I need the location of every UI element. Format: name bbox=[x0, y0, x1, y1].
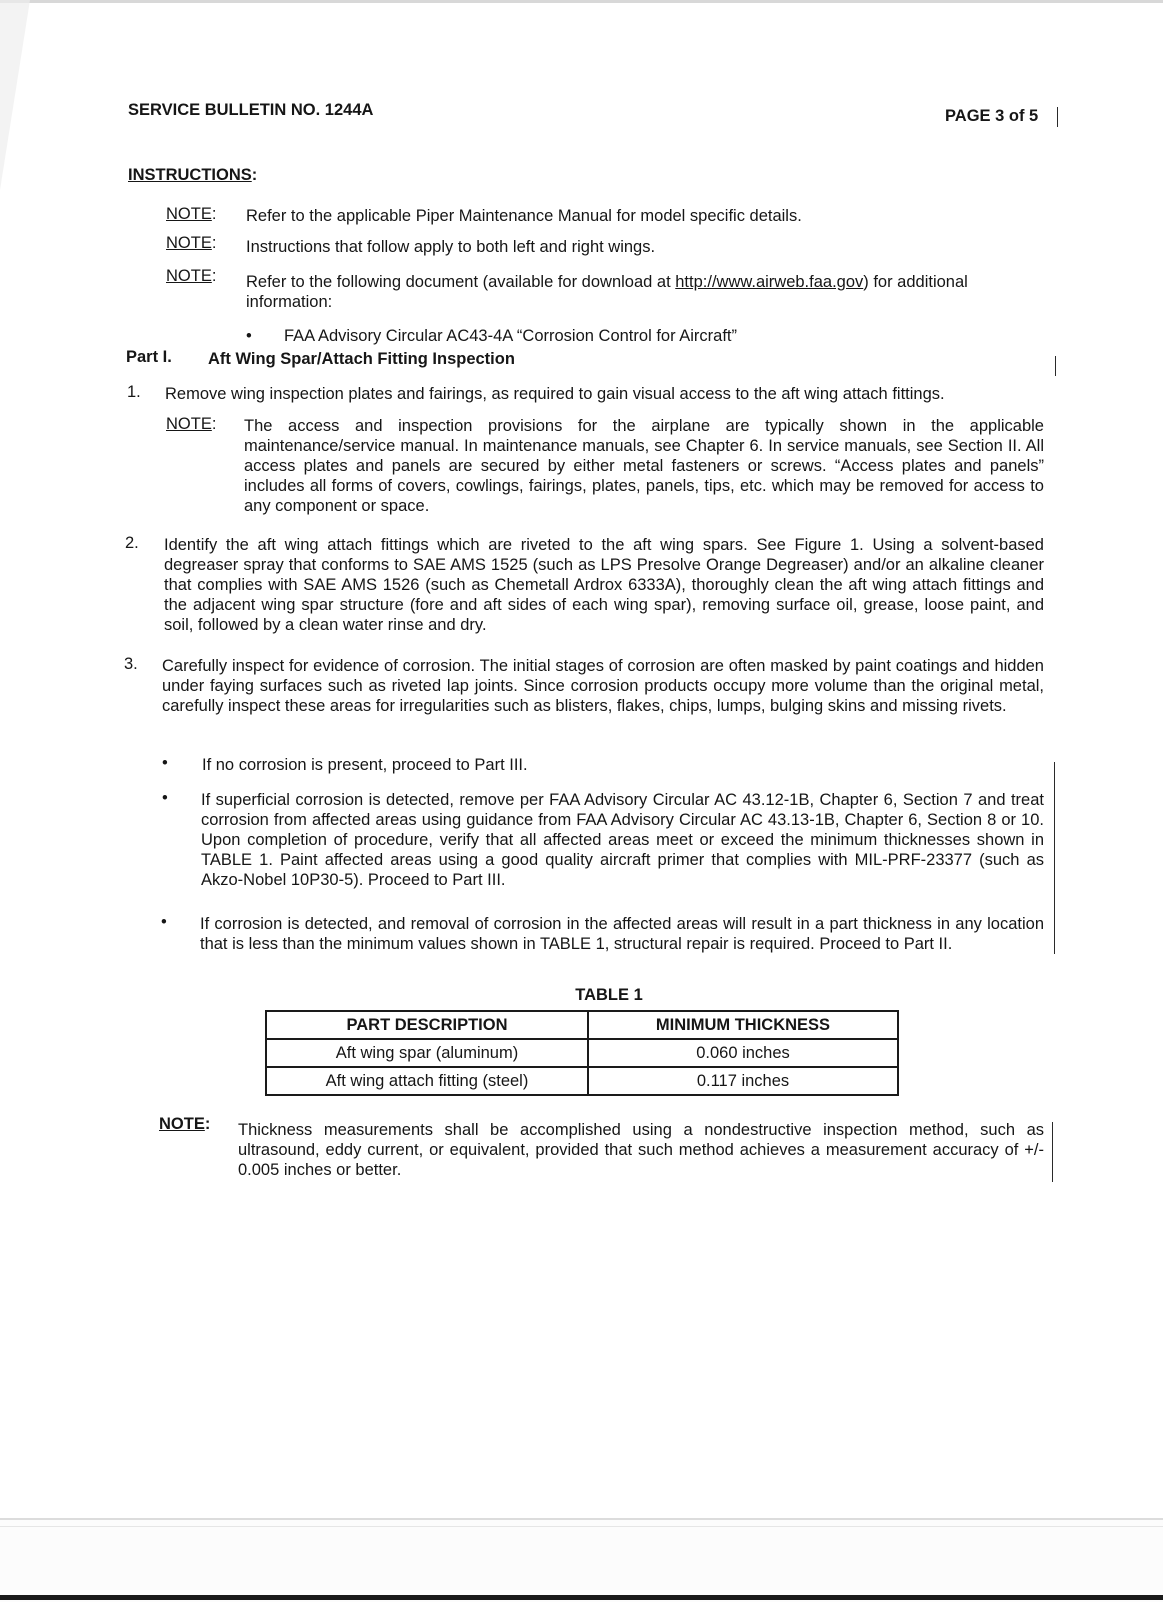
revision-bar bbox=[1052, 1122, 1053, 1182]
note-text: Refer to the applicable Piper Maintenance Manual for model specific details. bbox=[246, 207, 802, 225]
bulletin-number: SERVICE BULLETIN NO. 1244A bbox=[128, 101, 374, 119]
part-label: Part I. bbox=[126, 348, 172, 366]
reference-item: FAA Advisory Circular AC43-4A “Corrosion Control for Aircraft” bbox=[284, 327, 737, 345]
table-cell: Aft wing attach fitting (steel) bbox=[266, 1067, 588, 1095]
part-title: Aft Wing Spar/Attach Fitting Inspection bbox=[208, 350, 515, 368]
revision-bar bbox=[1057, 107, 1058, 127]
bullet-text: If superficial corrosion is detected, remove per FAA Advisory Circular AC 43.12-1B, Chapter 6, Section 7 and treat corrosion from affected areas using guidance from FAA Advisory Circular AC 43.13-1B, Chapter 6, Section 8 or 10. Upon completion of procedure, verify that all affected areas meet or exceed the minimum thicknesses shown in TABLE 1. Paint affected areas using a good quality aircraft primer that complies with MIL-PRF-23377 (such as Akzo-Nobel 10P30-5). Proceed to Part III. bbox=[201, 791, 1044, 889]
scan-folded-corner bbox=[0, 0, 30, 190]
minimum-thickness-table bbox=[265, 1010, 899, 1096]
note-text: Instructions that follow apply to both left and right wings. bbox=[246, 238, 656, 256]
step-text: Carefully inspect for evidence of corrosion. The initial stages of corrosion are often masked by paint coatings and hidden under faying surfaces such as riveted lap joints. Since corrosion products occupy more volume than the original metal, carefully inspect these areas for irregularities such as blisters, flakes, chips, lumps, bulging skins and missing rivets. bbox=[162, 657, 1044, 715]
bullet-icon: • bbox=[162, 754, 168, 772]
step-text: Remove wing inspection plates and fairings, as required to gain visual access to the aft wing attach fittings. bbox=[165, 385, 945, 403]
scan-top-edge bbox=[0, 0, 1163, 3]
revision-bar bbox=[1055, 356, 1056, 376]
bullet-text: If corrosion is detected, and removal of corrosion in the affected areas will result in a part thickness in any location that is less than the minimum values shown in TABLE 1, structural repair is required. Proceed to Part II. bbox=[200, 915, 1044, 953]
note-text: Thickness measurements shall be accomplished using a nondestructive inspection method, such as ultrasound, eddy current, or equivalent, provided that such method achieves a measurement accuracy of +/- 0.005 inches or better. bbox=[238, 1121, 1044, 1179]
table-row bbox=[266, 1067, 898, 1095]
note-label: NOTE: bbox=[166, 234, 217, 252]
bullet-icon: • bbox=[161, 913, 167, 931]
note-label: NOTE: bbox=[166, 205, 217, 223]
table-header-cell: PART DESCRIPTION bbox=[266, 1011, 588, 1039]
scan-bottom-margin bbox=[0, 1518, 1163, 1602]
note-label: NOTE: bbox=[166, 267, 217, 285]
step-number: 3. bbox=[124, 655, 138, 673]
note-text: The access and inspection provisions for the airplane are typically shown in the applicable maintenance/service manual. In maintenance manuals, see Chapter 6. In service manuals, see Section II. All access plates and panels are secured by either metal fasteners or screws. “Access plates and panels” includes all forms of covers, cowlings, fairings, plates, panels, tips, etc. which may be removed for access to any component or space. bbox=[244, 417, 1044, 515]
note-label: NOTE: bbox=[159, 1115, 211, 1133]
step-number: 1. bbox=[127, 383, 141, 401]
table-title: TABLE 1 bbox=[575, 986, 643, 1004]
table-row bbox=[266, 1039, 898, 1067]
bullet-text: If no corrosion is present, proceed to Part III. bbox=[202, 756, 528, 774]
step-text: Identify the aft wing attach fittings which are riveted to the aft wing spars. See Figure 1. Using a solvent-based degreaser spray that conforms to SAE AMS 1525 (such as LPS Presolve Orange Degreaser) and/or an alkaline cleaner that complies with SAE AMS 1526 (such as Chemetall Ardrox 6333A), thoroughly clean the aft wing attach fittings and the adjacent wing spar structure (fore and aft sides of each wing spar), removing surface oil, grease, loose paint, and soil, followed by a clean water rinse and dry. bbox=[164, 536, 1044, 634]
page-number: PAGE 3 of 5 bbox=[945, 107, 1039, 125]
note-text: Refer to the following document (available for download at http://www.airweb.faa.gov) for additional information: bbox=[246, 273, 968, 311]
table-cell: 0.060 inches bbox=[588, 1039, 898, 1067]
table-header-row bbox=[266, 1011, 898, 1039]
revision-bar bbox=[1054, 762, 1055, 954]
note-label: NOTE: bbox=[166, 415, 217, 433]
step-number: 2. bbox=[125, 534, 139, 552]
scan-bottom-edge bbox=[0, 1595, 1163, 1600]
table-header-cell: MINIMUM THICKNESS bbox=[588, 1011, 898, 1039]
table-cell: 0.117 inches bbox=[588, 1067, 898, 1095]
table-cell: Aft wing spar (aluminum) bbox=[266, 1039, 588, 1067]
faa-link[interactable]: http://www.airweb.faa.gov bbox=[675, 273, 864, 291]
bullet-icon: • bbox=[162, 789, 168, 807]
instructions-heading: INSTRUCTIONS: bbox=[128, 166, 258, 184]
bullet-icon: • bbox=[246, 327, 252, 345]
